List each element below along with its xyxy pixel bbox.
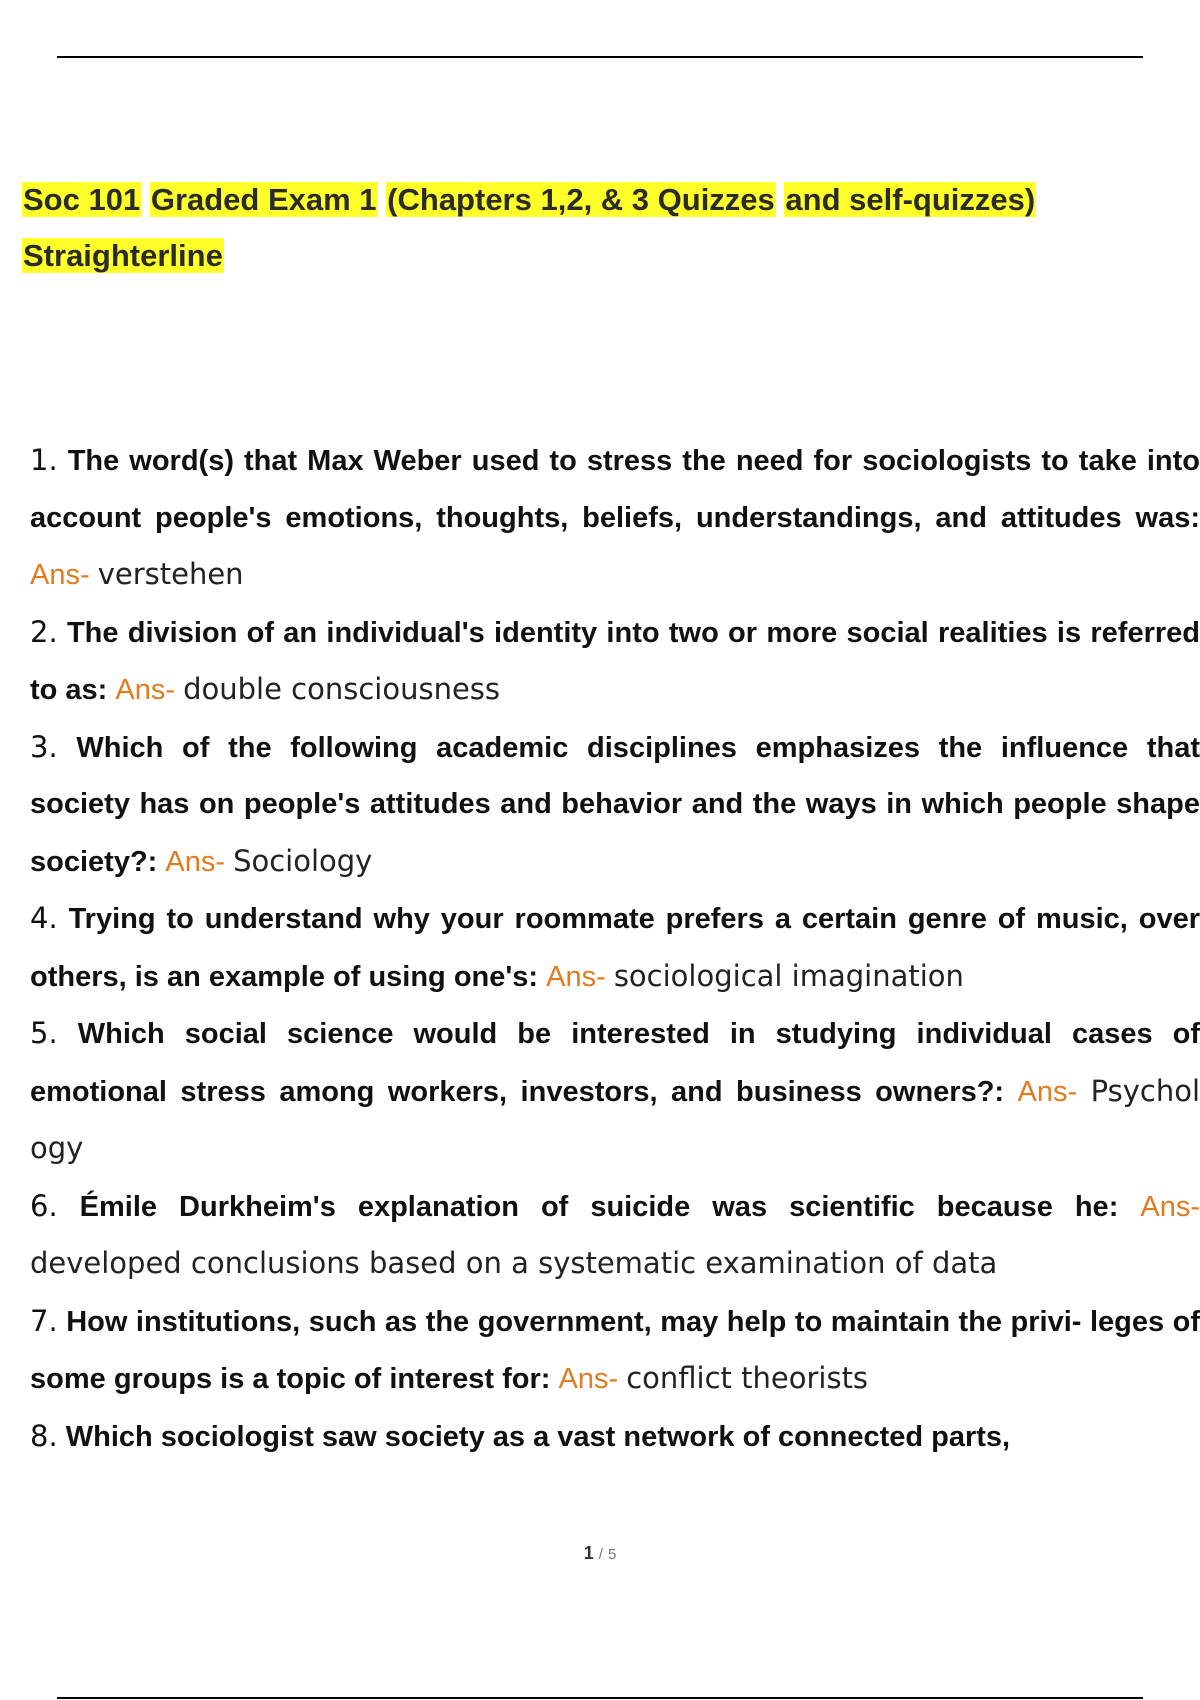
title-line-2 (22, 228, 1172, 284)
question-item (30, 1293, 1200, 1408)
title-segment: Graded Exam 1 (150, 182, 377, 217)
question-item (30, 719, 1200, 891)
question-item (30, 604, 1200, 719)
answer-text: conflict theorists (626, 1361, 869, 1395)
answer-label: Ans- (165, 845, 226, 878)
question-item (30, 432, 1200, 604)
question-text: Trying to understand why your roommate prefers a certain genre of music, over others, is an example of using one's: (30, 903, 1200, 993)
question-number: 1. (30, 443, 58, 477)
question-number: 2. (30, 614, 58, 649)
page-total: 5 (607, 1546, 617, 1563)
question-text: Which sociologist saw society as a vast network of connected parts, (65, 1420, 1011, 1453)
answer-text: verstehen (97, 557, 244, 591)
page-current: 1 (583, 1543, 594, 1563)
question-text: Which of the following academic disciplines emphasizes the influence that society has on people's attitudes and behavior and the ways in which people shape society?: (30, 731, 1200, 878)
question-number: 3. (30, 729, 58, 764)
question-text: The division of an individual's identity into two or more social realities is referred to as: (30, 616, 1200, 706)
page-indicator (0, 1543, 1200, 1564)
question-text: The word(s) that Max Weber used to stress the need for sociologists to take into account people's emotions, thoughts, beliefs, understandings, and attitudes was: (30, 445, 1200, 534)
answer-text: Psychol ogy (30, 1073, 1200, 1165)
top-rule (57, 56, 1143, 58)
answer-label: Ans- (1017, 1075, 1078, 1108)
question-item (30, 1408, 1200, 1466)
question-item (30, 890, 1200, 1005)
question-text: Which social science would be interested in studying individual cases of emotional stress among workers, investors, and business owners?: (30, 1018, 1200, 1108)
answer-text: sociological imagination (613, 958, 964, 993)
question-number: 7. (30, 1303, 58, 1338)
answer-text: developed conclusions based on a systematic examination of data (30, 1246, 998, 1280)
question-item (30, 1178, 1200, 1293)
answer-label: Ans- (1140, 1190, 1200, 1223)
question-list (30, 432, 1200, 1465)
answer-label: Ans- (558, 1363, 619, 1395)
answer-text: double consciousness (183, 672, 501, 706)
title-segment: Straighterline (23, 238, 223, 273)
page-separator: / (598, 1546, 603, 1563)
question-number: 4. (30, 901, 58, 935)
question-number: 6. (30, 1188, 58, 1223)
title-line-1 (22, 172, 1172, 228)
question-number: 8. (30, 1418, 58, 1453)
title-segment: and self-quizzes) (785, 182, 1036, 217)
question-text: Émile Durkheim's explanation of suicide was scientific because he: (79, 1190, 1141, 1223)
bottom-rule (57, 1697, 1143, 1699)
document-title (22, 172, 1172, 284)
title-segment: (Chapters 1,2, & 3 Quizzes (387, 182, 775, 217)
question-item (30, 1005, 1200, 1178)
answer-label: Ans- (546, 960, 606, 993)
title-segment: Soc 101 (23, 182, 141, 217)
question-text: How institutions, such as the government, may help to maintain the privi- leges of some groups is a topic of interest for: (30, 1305, 1200, 1395)
answer-label: Ans- (115, 674, 176, 706)
answer-label: Ans- (30, 559, 90, 591)
answer-text: Sociology (233, 843, 373, 878)
question-number: 5. (30, 1016, 58, 1050)
